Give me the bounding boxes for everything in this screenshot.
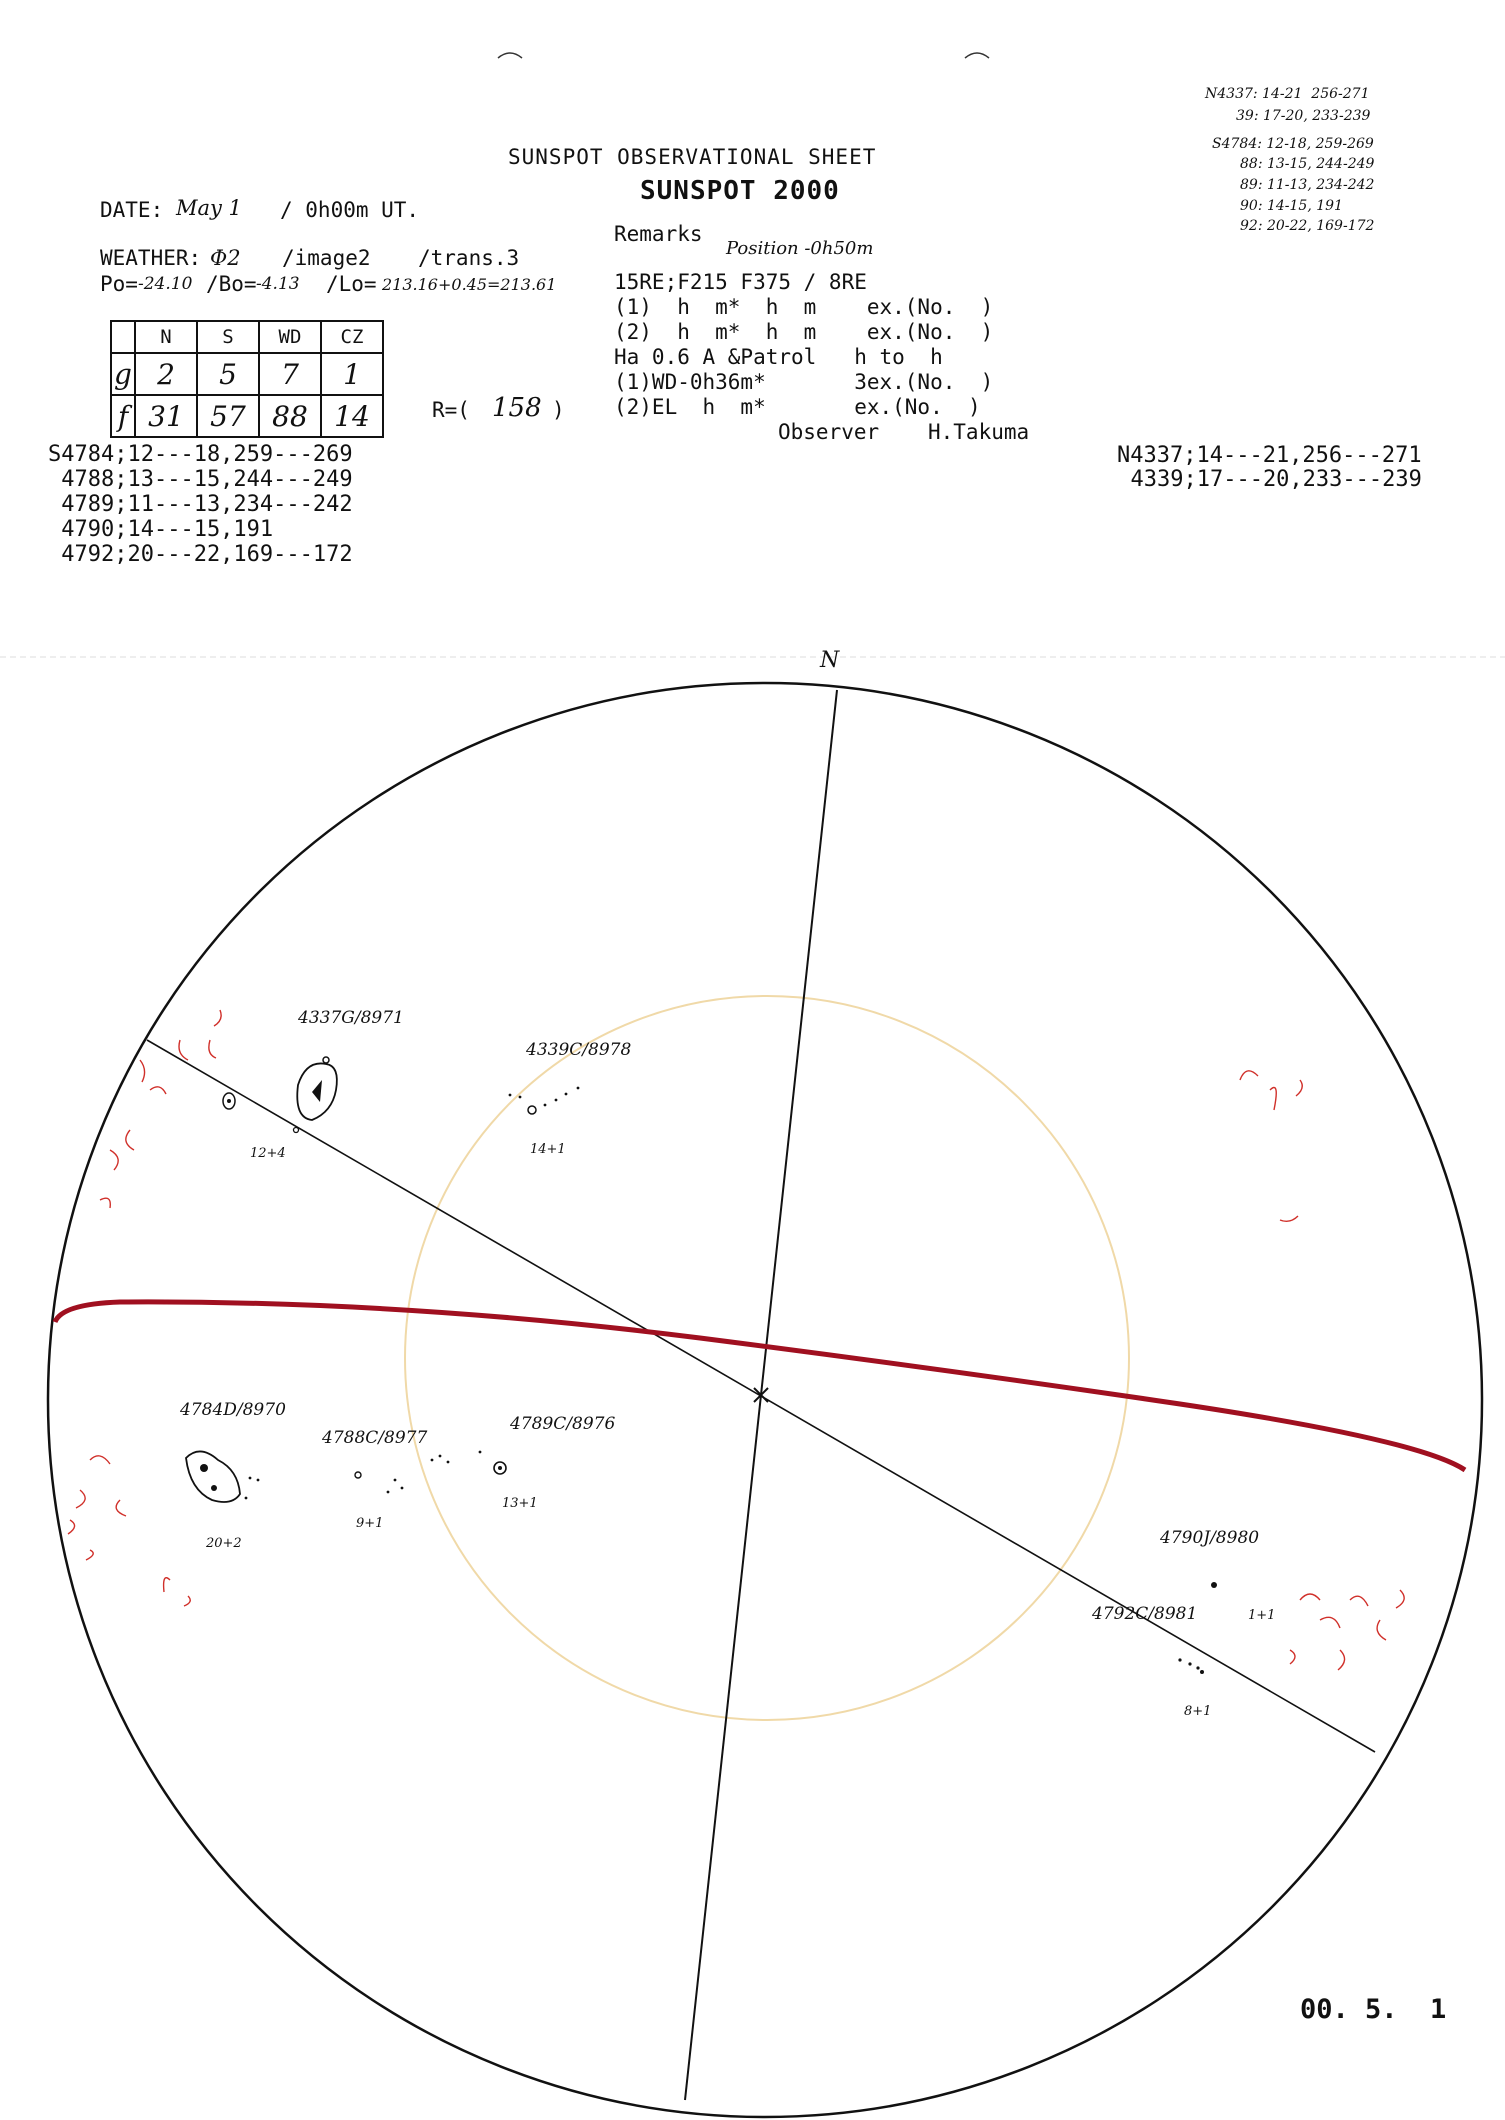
sunspot-group-4792 bbox=[1178, 1658, 1204, 1674]
north-label: N bbox=[820, 648, 840, 673]
lo-value: 213.16+0.45=213.61 bbox=[382, 275, 557, 294]
group-count-4784: 20+2 bbox=[206, 1536, 242, 1551]
handwritten-note: N4337: 14-21 256-271 bbox=[1205, 86, 1370, 102]
north-region-line: 4339;17---20,233---239 bbox=[1104, 467, 1422, 492]
group-count-4792: 8+1 bbox=[1184, 1704, 1212, 1719]
south-region-line: 4789;11---13,234---242 bbox=[48, 492, 353, 517]
po-label: Po= bbox=[100, 272, 138, 296]
south-region-line: 4788;13---15,244---249 bbox=[48, 467, 353, 492]
sheet-title: SUNSPOT OBSERVATIONAL SHEET bbox=[508, 145, 877, 169]
handwritten-note: 39: 17-20, 233-239 bbox=[1236, 108, 1371, 124]
remarks-note: Position -0h50m bbox=[726, 238, 874, 259]
sunspot-group-4790 bbox=[1211, 1582, 1217, 1588]
handwritten-note: 92: 20-22, 169-172 bbox=[1240, 218, 1375, 234]
date-value: May 1 bbox=[176, 196, 242, 220]
instrument-line-6: (2)EL h m* ex.(No. ) bbox=[614, 395, 981, 419]
group-count-4788: 9+1 bbox=[356, 1516, 384, 1531]
table-header-cell: CZ bbox=[321, 321, 383, 353]
table-cell: 14 bbox=[321, 395, 383, 437]
group-label-4339: 4339C/8978 bbox=[526, 1040, 632, 1060]
binder-hole-mark bbox=[965, 53, 989, 58]
sunspot-group-4784 bbox=[186, 1451, 259, 1502]
table-cell: 1 bbox=[321, 353, 383, 395]
lo-label: /Lo= bbox=[326, 272, 377, 296]
sunspot-group-4339 bbox=[509, 1087, 580, 1114]
time-value: / 0h00m UT. bbox=[280, 198, 420, 222]
group-label-4789: 4789C/8976 bbox=[510, 1414, 616, 1434]
binder-hole-mark bbox=[498, 53, 522, 58]
po-value: -24.10 bbox=[138, 274, 193, 294]
date-stamp: 00. 5. 1 bbox=[1300, 1994, 1447, 2025]
instrument-line-4: Ha 0.6 A &Patrol h to h bbox=[614, 345, 943, 369]
table-header-cell: N bbox=[135, 321, 197, 353]
instrument-line-5: (1)WD-0h36m* 3ex.(No. ) bbox=[614, 370, 994, 394]
group-label-4792: 4792C/8981 bbox=[1092, 1604, 1198, 1624]
instrument-line-3: (2) h m* h m ex.(No. ) bbox=[614, 320, 994, 344]
bo-value: -4.13 bbox=[256, 274, 300, 294]
inner-circle bbox=[405, 996, 1129, 1720]
observer-name: H.Takuma bbox=[928, 420, 1030, 444]
south-region-line: 4792;20---22,169---172 bbox=[48, 542, 353, 567]
remarks-label: Remarks bbox=[614, 222, 703, 246]
table-header-cell: S bbox=[197, 321, 259, 353]
group-count-4337: 12+4 bbox=[250, 1146, 286, 1161]
group-label-4337: 4337G/8971 bbox=[298, 1008, 404, 1028]
trans-value: /trans.3 bbox=[418, 246, 520, 270]
sunspot-group-4788 bbox=[355, 1472, 403, 1493]
table-cell: 31 bbox=[135, 395, 197, 437]
instrument-line-2: (1) h m* h m ex.(No. ) bbox=[614, 295, 994, 319]
table-cell: 57 bbox=[197, 395, 259, 437]
group-label-4790: 4790J/8980 bbox=[1160, 1528, 1260, 1548]
table-cell: 7 bbox=[259, 353, 321, 395]
group-count-4790: 1+1 bbox=[1248, 1608, 1276, 1623]
table-cell: 5 bbox=[197, 353, 259, 395]
table-cell: 88 bbox=[259, 395, 321, 437]
r-label: R=( bbox=[432, 398, 470, 422]
table-header-cell: WD bbox=[259, 321, 321, 353]
observer-label: Observer bbox=[778, 420, 880, 444]
handwritten-note: 90: 14-15, 191 bbox=[1240, 198, 1343, 214]
image-value: /image2 bbox=[282, 246, 371, 270]
table-row-label: g bbox=[111, 353, 135, 395]
bo-label: /Bo= bbox=[206, 272, 257, 296]
north-region-line: N4337;14---21,256---271 bbox=[1117, 443, 1422, 468]
weather-value: Φ2 bbox=[210, 246, 241, 270]
group-label-4784: 4784D/8970 bbox=[180, 1400, 286, 1420]
group-count-4789: 13+1 bbox=[502, 1496, 538, 1511]
table-cell: 2 bbox=[135, 353, 197, 395]
south-region-line: S4784;12---18,259---269 bbox=[48, 442, 353, 467]
r-close: ) bbox=[552, 398, 565, 422]
solar-equator-line bbox=[55, 1302, 1465, 1470]
instrument-line-1: 15RE;F215 F375 / 8RE bbox=[614, 270, 867, 294]
faculae-sketch bbox=[68, 1010, 1404, 1670]
sheet-subtitle: SUNSPOT 2000 bbox=[640, 176, 840, 206]
date-label: DATE: bbox=[100, 198, 164, 222]
handwritten-note: 89: 11-13, 234-242 bbox=[1240, 177, 1375, 193]
table-row-label: f bbox=[111, 395, 135, 437]
group-label-4788: 4788C/8977 bbox=[322, 1428, 428, 1448]
group-count-4339: 14+1 bbox=[530, 1142, 566, 1157]
south-region-line: 4790;14---15,191 bbox=[48, 517, 274, 542]
weather-label: WEATHER: bbox=[100, 246, 202, 270]
handwritten-note: 88: 13-15, 244-249 bbox=[1240, 156, 1375, 172]
r-value: 158 bbox=[492, 393, 542, 423]
handwritten-note: S4784: 12-18, 259-269 bbox=[1212, 136, 1374, 152]
sunspot-group-4789 bbox=[431, 1451, 506, 1474]
